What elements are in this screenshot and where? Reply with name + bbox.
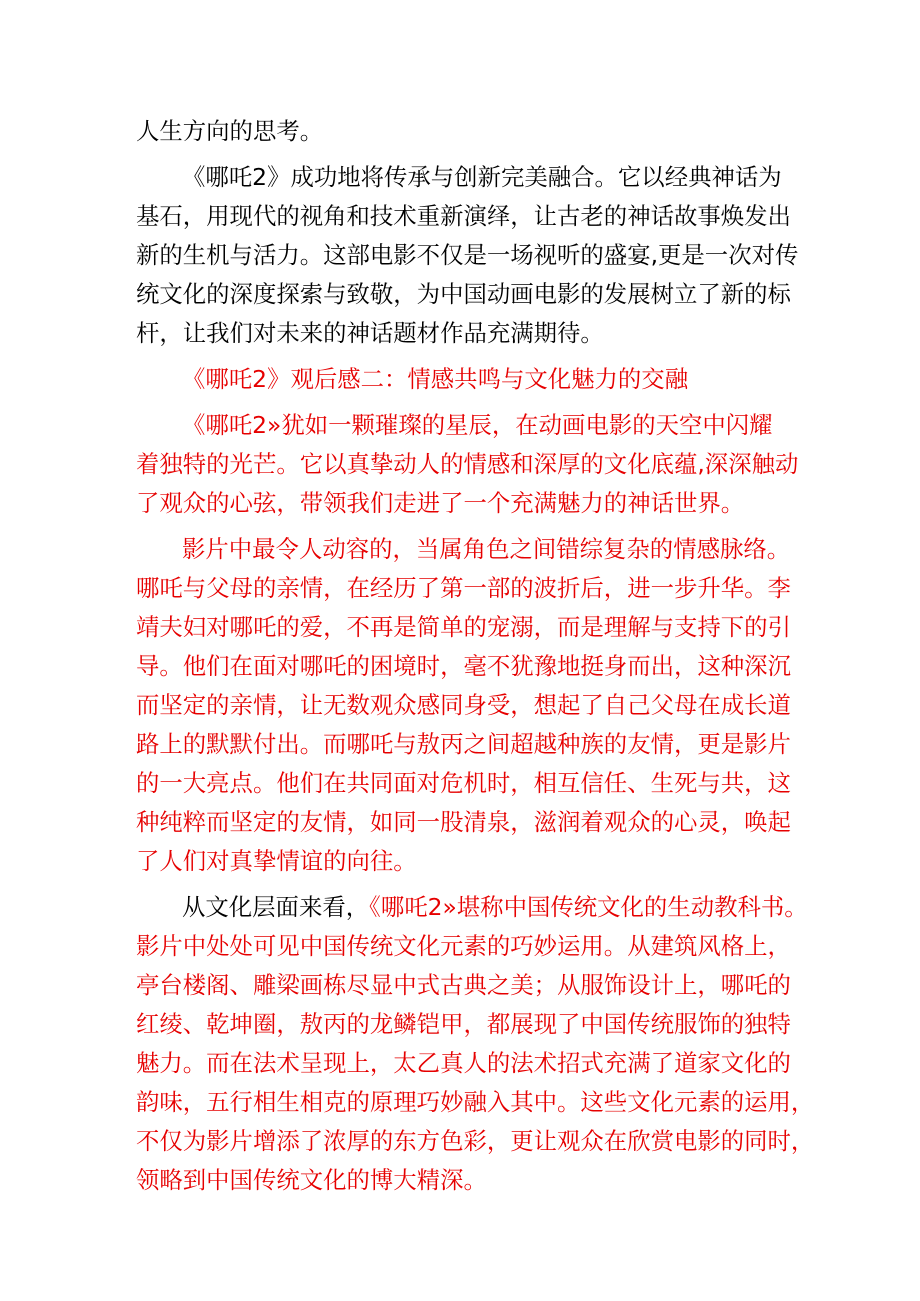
text-line: 红绫、乾坤圈，敖丙的龙鳞铠甲，都展现了中国传统服饰的独特 [136, 1010, 791, 1038]
text-line: 领略到中国传统文化的博大精深。 [136, 1166, 487, 1194]
paragraph-intro [136, 406, 800, 523]
text-line [136, 888, 808, 927]
text-line: 韵味，五行相生相克的原理巧妙融入其中。这些文化元素的运用， [136, 1088, 815, 1116]
text-line: 了人们对真挚情谊的向往。 [136, 847, 417, 875]
section-heading [136, 360, 800, 399]
heading-text: 《哪吒2》观后感二：情感共鸣与文化魅力的交融 [182, 365, 689, 393]
text-line: 《哪吒2»犹如一颗璀璨的星辰，在动画电影的天空中闪耀 [182, 411, 773, 439]
text-line: 影片中最令人动容的，当属角色之间错综复杂的情感脉络。 [182, 535, 791, 563]
text-line: 种纯粹而坚定的友情，如同一股清泉，滋润着观众的心灵，唤起 [136, 808, 791, 836]
text-line: 《哪吒2》成功地将传承与创新完美融合。它以经典神话为 [182, 163, 782, 191]
document-page [136, 112, 815, 1200]
text-line: 新的生机与活力。这部电影不仅是一场视听的盛宴,更是一次对传 [136, 241, 799, 269]
text-line: 统文化的深度探索与致敬，为中国动画电影的发展树立了新的标 [136, 280, 791, 308]
continuation-text [136, 112, 800, 151]
text-segment-black: 从文化层面来看， [182, 893, 370, 921]
text-line: 哪吒与父母的亲情，在经历了第一部的波折后，进一步升华。李 [136, 574, 791, 602]
text-line: 人生方向的思考。 [136, 117, 324, 145]
text-line: 影片中处处可见中国传统文化元素的巧妙运用。从建筑风格上， [136, 932, 791, 960]
paragraph-culture [136, 888, 815, 1200]
text-line: 导。他们在面对哪吒的困境时，毫不犹豫地挺身而出，这种深沉 [136, 652, 791, 680]
paragraph-emotion [136, 530, 800, 881]
text-line: 的一大亮点。他们在共同面对危机时，相互信任、生死与共，这 [136, 769, 791, 797]
text-line: 了观众的心弦，带领我们走进了一个充满魅力的神话世界。 [136, 489, 745, 517]
text-segment-red: 《哪吒2»堪称中国传统文化的生动教科书。 [369, 893, 808, 921]
text-line: 路上的默默付出。而哪吒与敖丙之间超越种族的友情，更是影片 [136, 730, 791, 758]
text-line: 着独特的光芒。它以真挚动人的情感和深厚的文化底蕴,深深触动 [136, 450, 799, 478]
text-line: 靖夫妇对哪吒的爱，不再是简单的宠溺，而是理解与支持下的引 [136, 613, 791, 641]
text-line: 而坚定的亲情，让无数观众感同身受，想起了自己父母在成长道 [136, 691, 791, 719]
text-line: 基石，用现代的视角和技术重新演绎，让古老的神话故事焕发出 [136, 202, 791, 230]
text-line: 不仅为影片增添了浓厚的东方色彩，更让观众在欣赏电影的同时， [136, 1127, 815, 1155]
text-line: 杆，让我们对未来的神话题材作品充满期待。 [136, 319, 604, 347]
paragraph-conclusion [136, 158, 800, 353]
text-line: 魅力。而在法术呈现上，太乙真人的法术招式充满了道家文化的 [136, 1049, 791, 1077]
text-line: 亭台楼阁、雕梁画栋尽显中式古典之美；从服饰设计上，哪吒的 [136, 971, 791, 999]
